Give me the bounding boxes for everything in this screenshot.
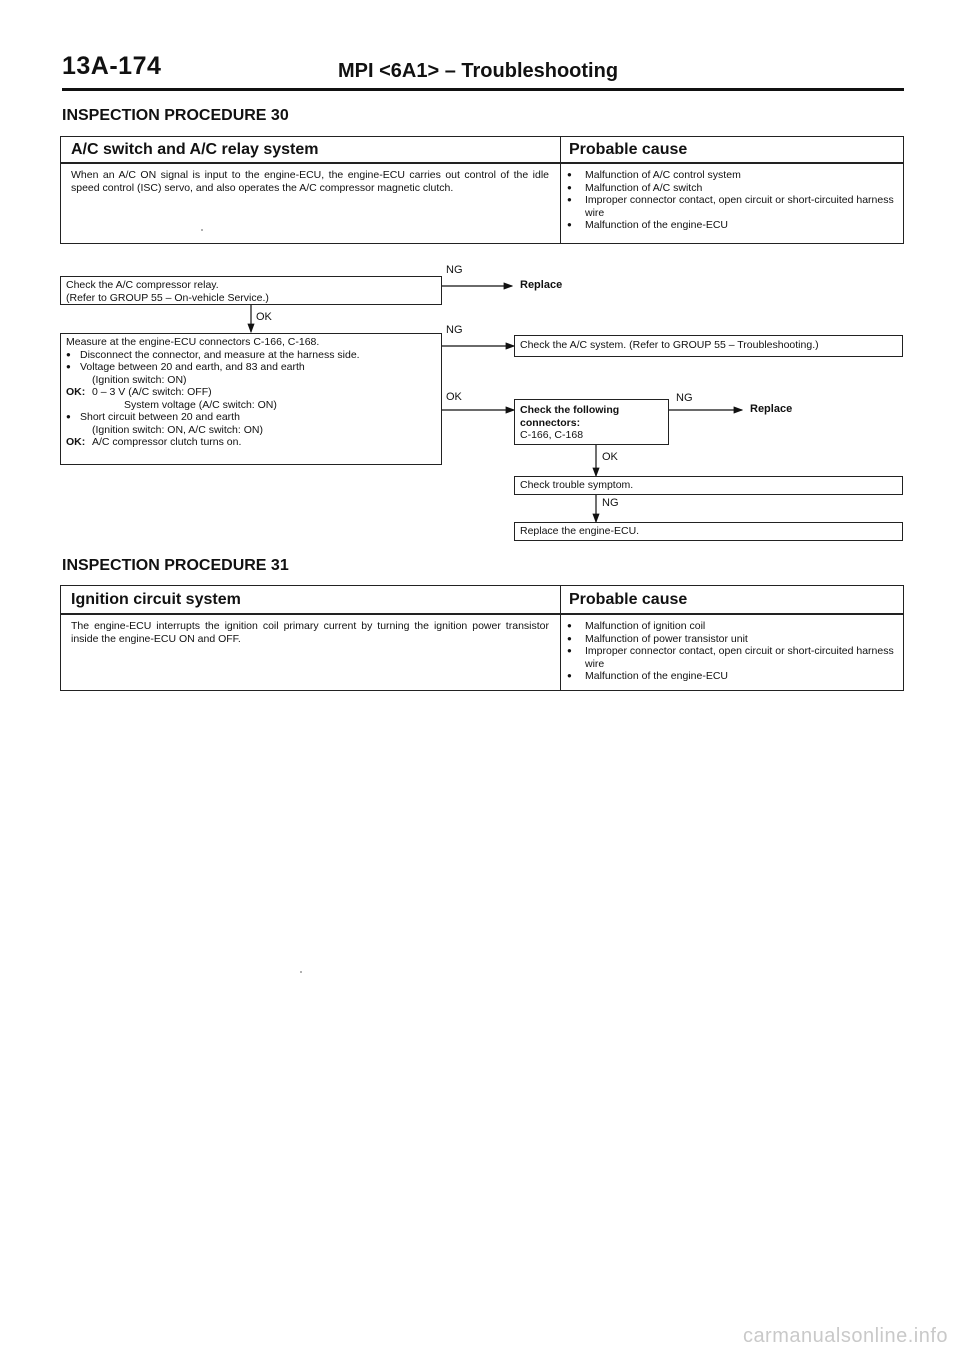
ok-criteria bbox=[66, 386, 436, 399]
ok-label: OK bbox=[256, 311, 272, 323]
step-bullet: ● Disconnect the connector, and measure at the harness side. bbox=[66, 349, 436, 362]
table-header-rule bbox=[61, 613, 903, 615]
measure-ecu-connectors-box bbox=[60, 333, 442, 465]
cause-item: ● Improper connector contact, open circuit or short-circuited harness wire bbox=[565, 194, 895, 219]
ok-criteria-value: A/C compressor clutch turns on. bbox=[92, 436, 242, 448]
probable-cause-header: Probable cause bbox=[569, 141, 688, 158]
check-connectors-box bbox=[514, 399, 669, 445]
step-text: C-166, C-168 bbox=[520, 429, 584, 441]
cause-item: ● Malfunction of the engine-ECU bbox=[565, 670, 895, 683]
cause-item: ● Improper connector contact, open circuit or short-circuited harness wire bbox=[565, 645, 895, 670]
ok-criteria bbox=[66, 436, 436, 449]
step-text: Check the A/C system. (Refer to GROUP 55 – Troubleshooting.) bbox=[520, 339, 819, 351]
ok-label: OK bbox=[446, 391, 462, 403]
watermark: carmanualsonline.info bbox=[742, 1325, 948, 1347]
system-title: A/C switch and A/C relay system bbox=[71, 141, 319, 158]
replace-result: Replace bbox=[750, 403, 793, 415]
cause-item: ● Malfunction of ignition coil bbox=[565, 620, 895, 633]
step-condition: (Ignition switch: ON, A/C switch: ON) bbox=[92, 423, 263, 436]
step-bullet: ● Short circuit between 20 and earth bbox=[66, 411, 436, 424]
scan-speck bbox=[201, 229, 203, 231]
probable-cause-header: Probable cause bbox=[569, 591, 688, 608]
replace-result: Replace bbox=[520, 279, 563, 291]
system-description: When an A/C ON signal is input to the engine-ECU, the engine-ECU carries out control of the idle speed control (ISC) servo, and also operates the A/C compressor magnetic clutch. bbox=[71, 169, 549, 194]
page-number: 13A-174 bbox=[62, 52, 162, 80]
system-title: Ignition circuit system bbox=[71, 591, 241, 608]
cause-item: ● Malfunction of the engine-ECU bbox=[565, 219, 895, 232]
cause-item: ● Malfunction of power transistor unit bbox=[565, 633, 895, 646]
step-text: Measure at the engine-ECU connectors C-166, C-168. bbox=[66, 336, 320, 348]
step-text: Replace the engine-ECU. bbox=[520, 525, 640, 537]
scan-speck bbox=[300, 971, 302, 973]
ok-criteria-label: OK: bbox=[66, 436, 86, 448]
step-text: connectors: bbox=[520, 416, 581, 429]
replace-engine-ecu-box bbox=[514, 522, 903, 541]
procedure-30-heading: INSPECTION PROCEDURE 30 bbox=[62, 107, 289, 124]
ng-label: NG bbox=[446, 264, 463, 276]
ok-criteria-value: System voltage (A/C switch: ON) bbox=[124, 398, 277, 411]
ok-label: OK bbox=[602, 451, 618, 463]
step-condition: (Ignition switch: ON) bbox=[92, 373, 187, 386]
step-bullet: ● Voltage between 20 and earth, and 83 and earth bbox=[66, 361, 436, 374]
probable-cause-list bbox=[565, 620, 895, 683]
procedure-31-heading: INSPECTION PROCEDURE 31 bbox=[62, 557, 289, 574]
step-text: Check the following bbox=[520, 404, 620, 416]
ok-criteria-label: OK: bbox=[66, 386, 86, 398]
step-text: Check the A/C compressor relay. bbox=[66, 279, 219, 291]
check-ac-system-box bbox=[514, 335, 903, 357]
cause-item: ● Malfunction of A/C switch bbox=[565, 182, 895, 195]
ng-label: NG bbox=[676, 392, 693, 404]
check-compressor-relay-box bbox=[60, 276, 442, 305]
system-description: The engine-ECU interrupts the ignition coil primary current by turning the ignition power transistor inside the engine-ECU ON and OFF. bbox=[71, 620, 549, 645]
procedure-31-info-table bbox=[60, 585, 904, 691]
ok-criteria-value: 0 – 3 V (A/C switch: OFF) bbox=[92, 386, 212, 398]
step-text: (Refer to GROUP 55 – On-vehicle Service.) bbox=[66, 291, 269, 304]
page-title: MPI <6A1> – Troubleshooting bbox=[338, 60, 619, 82]
cause-item: ● Malfunction of A/C control system bbox=[565, 169, 895, 182]
check-trouble-symptom-box bbox=[514, 476, 903, 495]
ng-label: NG bbox=[446, 324, 463, 336]
ng-label: NG bbox=[602, 497, 619, 509]
step-text: Check trouble symptom. bbox=[520, 479, 634, 491]
